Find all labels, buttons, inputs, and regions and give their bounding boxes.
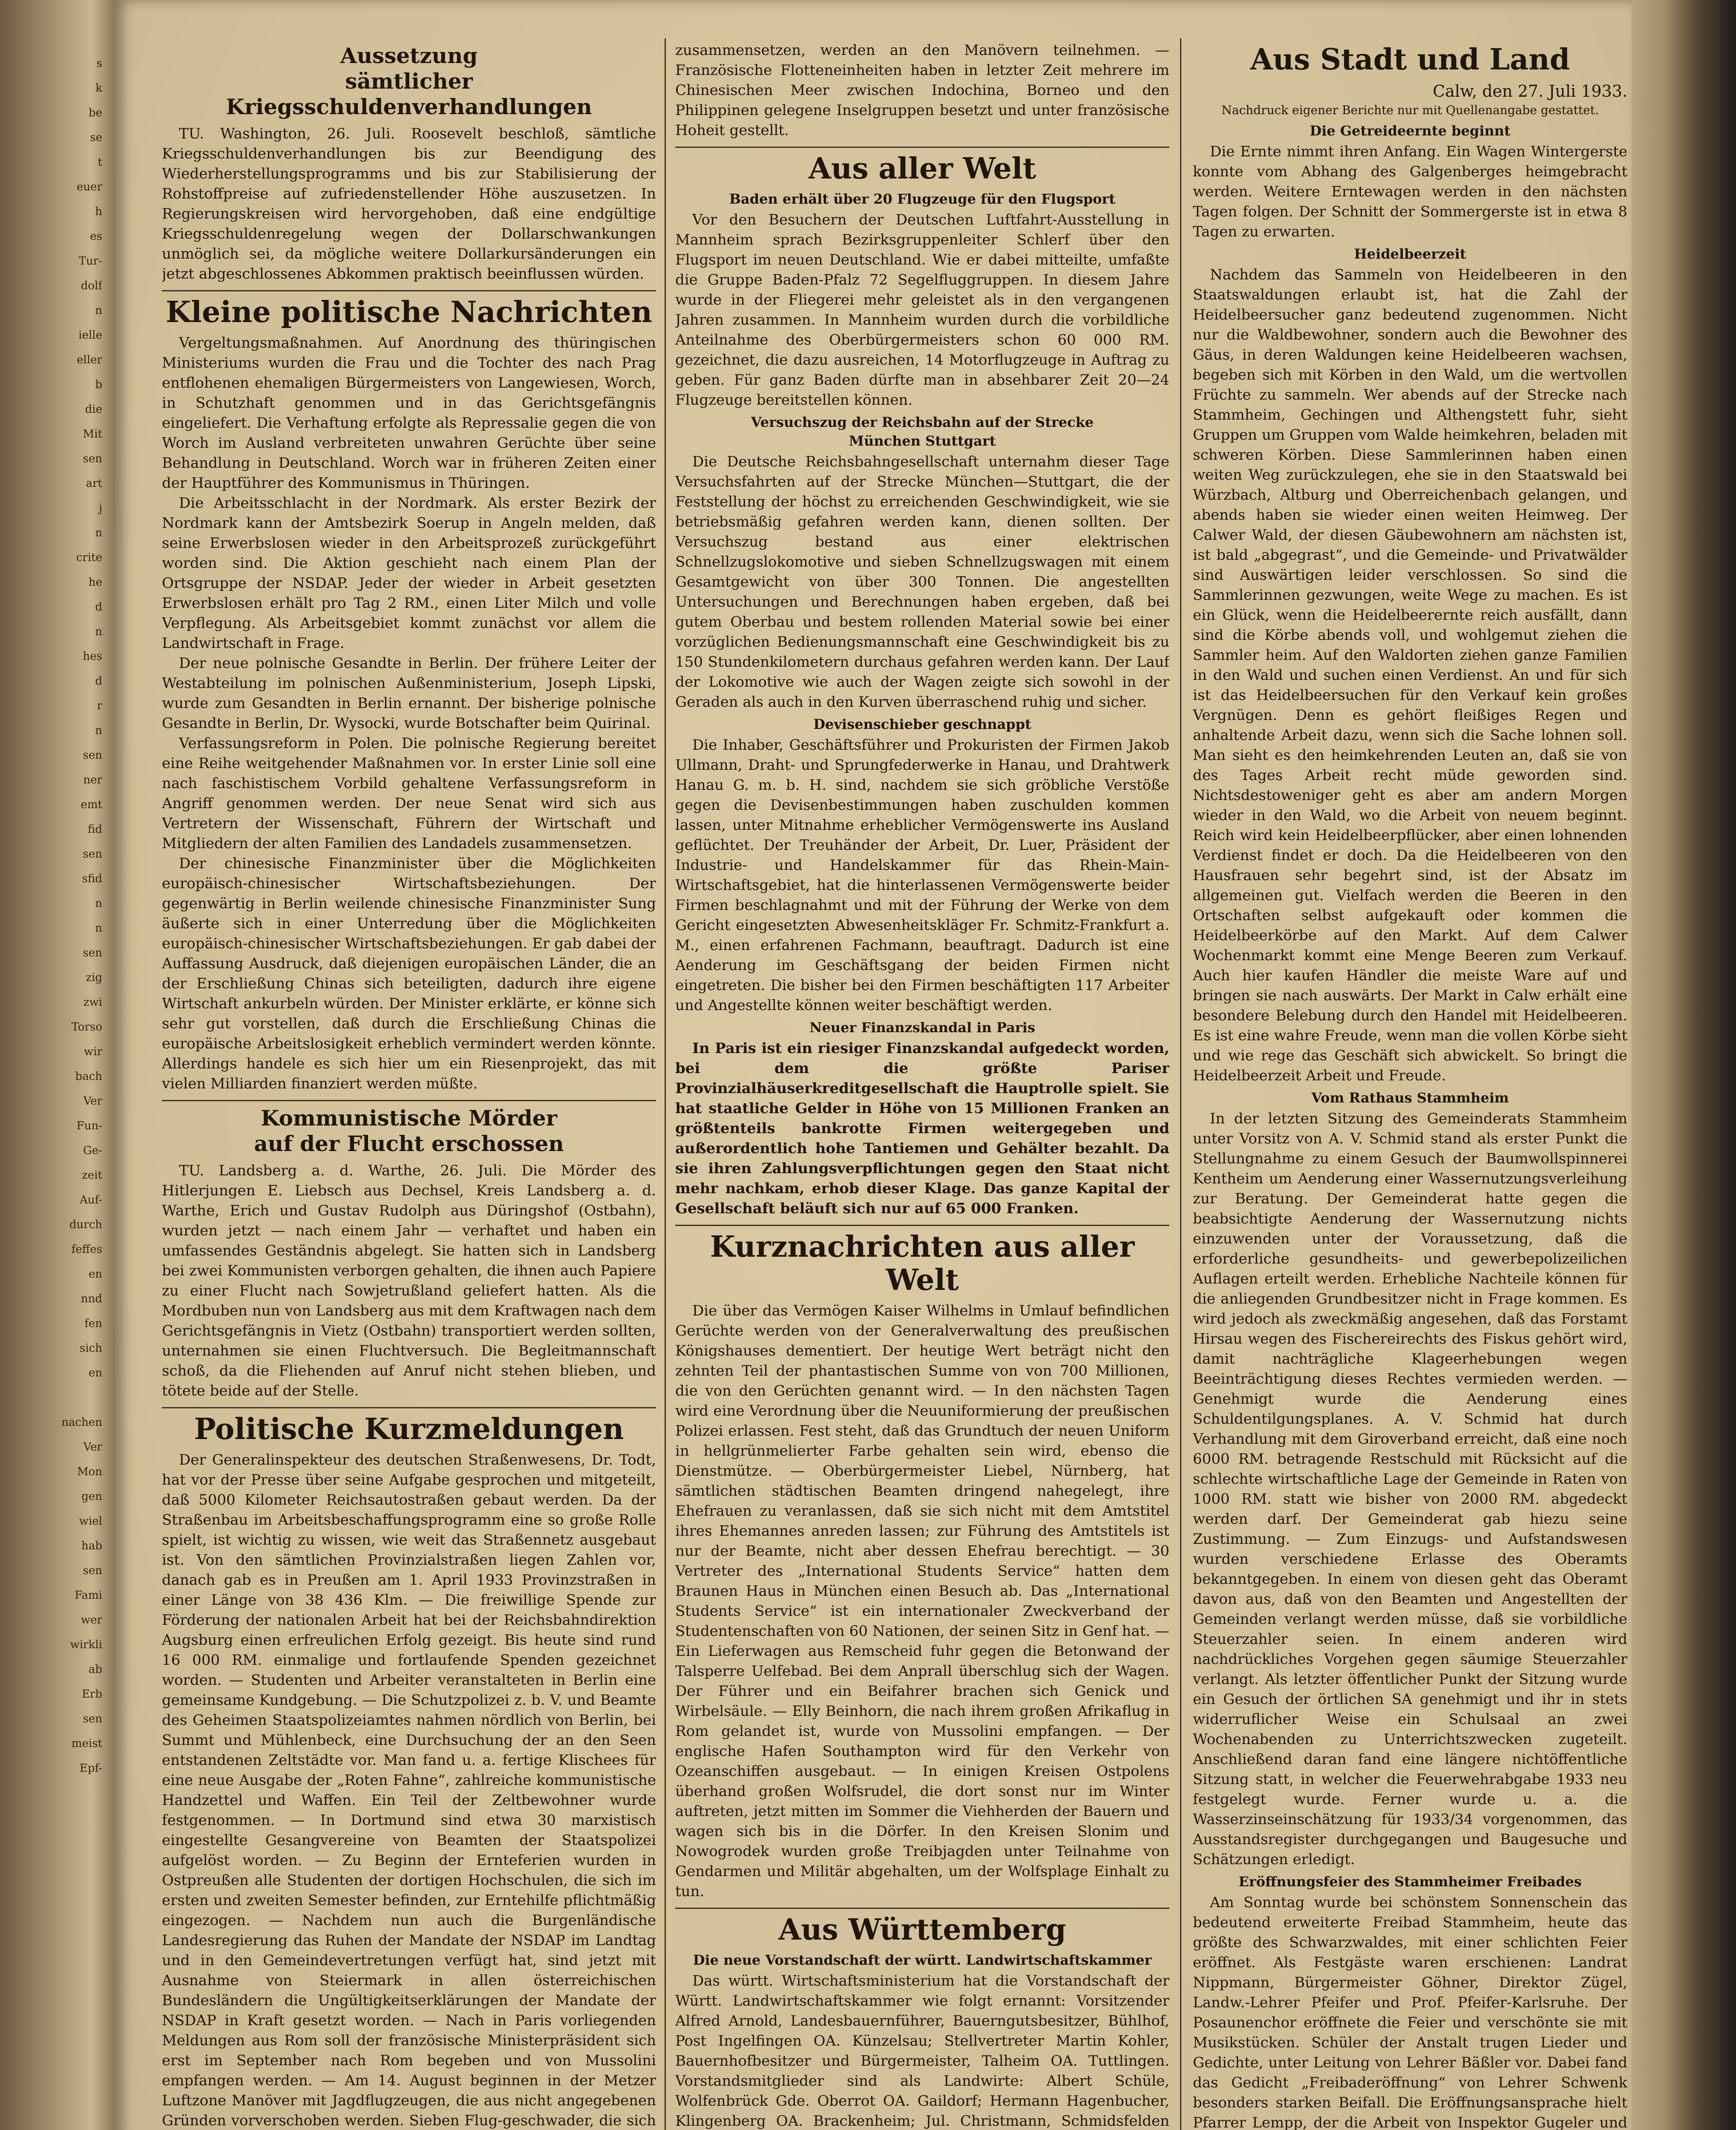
article-politische-kurzmeldungen: [162, 1413, 656, 2130]
heading-line: Versuchszug der Reichsbahn auf der Strecke: [751, 414, 1094, 430]
article-paragraph: Der neue polnische Gesandte in Berlin. Der frühere Leiter der Westabteilung im polnischen Außenministerium, Joseph Lipski, wurde zum Gesandten in Berlin ernannt. Der bisherige polnische Gesandte in Berlin, Dr. Wysocki, wurde Botschafter beim Quirinal.: [162, 655, 656, 732]
adjacent-page-fragments: s k be se t euer h es Tur- dolf n ielle eller b die Mit sen art j n crite he d n hes d r n sen ner emt fid sen sfid n n sen zig zwi Torso wir bach Ver Fun- Ge- zeit Auf- durch feffes en nnd fen sich en nachen Ver Mon gen wiel hab sen Fami wer wirkli ab Erb sen meist Epf-: [61, 57, 102, 1775]
column-rule: [665, 38, 666, 2130]
title-line: sämtlicher Kriegsschuldenverhandlungen: [226, 69, 592, 119]
article-title: [162, 1105, 656, 1157]
section-heading: [675, 413, 1169, 450]
section-heading: Die neue Vorstandschaft der württ. Landwirtschaftskammer: [693, 1952, 1152, 1968]
section-heading: Devisenschieber geschnappt: [813, 716, 1031, 732]
article-title: [162, 43, 656, 120]
page-edge: [1632, 0, 1736, 2130]
article-paragraph: Vergeltungsmaßnahmen. Auf Anordnung des thüringischen Ministeriums wurden die Frau und die Tochter des nach Prag entflohenen ehemaligen Bürgermeisters von Langewiesen, Worch, in Schutzhaft genommen und in das Gerichtsgefängnis eingeliefert. Die Verhaftung erfolgte als Repressalie gegen die von Worch im Ausland verbreiteten unwahren Gerüchte über seine Behandlung in Deutschland. Worch war in früheren Zeiten einer der Hauptführer des Kommunismus in Thüringen.: [162, 334, 656, 492]
section-heading: Baden erhält über 20 Flugzeuge für den Flugsport: [729, 191, 1116, 207]
article-paragraph: Verfassungsreform in Polen. Die polnische Regierung bereitet eine Reihe weitgehender Maßnahmen vor. In erster Linie soll eine nach faschistischem Vorbild gehaltene Verfassungsreform in Angriff genommen werden. Der neue Senat wird sich aus Vertretern der Wissenschaft, Führern der Wirtschaft und Mitgliedern der alten Familien des Landadels zusammensetzen.: [162, 735, 656, 852]
article-kriegsschulden: [162, 43, 656, 284]
section-heading: Neuer Finanzskandal in Paris: [809, 1019, 1035, 1036]
article-aus-aller-welt: [675, 152, 1169, 1219]
article-continuation: zusammensetzen, werden an den Manövern teilnehmen. — Französische Flotteneinheiten haben in letzter Zeit mehrere im Chinesischen Meer zwischen Indochina, Borneo und den Philippinen gelegene Inselgruppen besetzt und unter französische Hoheit gestellt.: [675, 42, 1169, 139]
article-title: Kurznachrichten aus aller Welt: [710, 1230, 1135, 1297]
title-line: Aussetzung: [340, 43, 478, 68]
article-paragraph: Vor den Besuchern der Deutschen Luftfahrt-Ausstellung in Mannheim sprach Bezirksgruppenleiter Schlerf über den Flugsport im neuen Deutschland. Wie er dabei mitteilte, umfaßte die Gruppe Baden-Pfalz 72 Segelfluggruppen. In diesem Jahre wurde in der Fliegerei mehr geleistet als in den vergangenen Jahren zusammen. In Mannheim wurden durch die vorbildliche Anteilnahme des Oberbürgermeisters schon 60 000 RM. gezeichnet, die dazu ausreichen, 14 Motorflugzeuge in Auftrag zu geben. Für ganz Baden dürfte man in absehbarer Zeit 20—24 Flugzeuge bereitstellen können.: [675, 211, 1169, 409]
article-paragraph: Am Sonntag wurde bei schönstem Sonnenschein das bedeutend erweiterte Freibad Stammheim, heute das größte des Schwarzwaldes, mit einer schlichten Feier eröffnet. Als Festgäste waren erschienen: Landrat Nippmann, Bürgermeister Göhner, Direktor Zügel, Landw.-Lehrer Pfeifer und Prof. Pfeifer-Karlsruhe. Der Posaunenchor eröffnete die Feier und verschönte sie mit Musikstücken. Schüler der Anstalt trugen Lieder und Gedichte, unter Leitung von Lehrer Bäßler vor. Dabei fand das Gedicht „Freibaderöffnung“ von Lehrer Schwenk besonders starken Beifall. Die Eröffnungsansprache hielt Pfarrer Lempp, der die Arbeit von Inspektor Gugeler und: [1193, 1894, 1627, 2130]
article-paragraph: Die Ernte nimmt ihren Anfang. Ein Wagen Wintergerste konnte vom Abhang des Galgenberges heimgebracht werden. Weitere Erntewagen werden in den nächsten Tagen folgen. Der Schnitt der Sommergerste ist in etwa 8 Tagen zu erwarten.: [1193, 143, 1627, 240]
section-heading: Heidelbeerzeit: [1354, 246, 1466, 262]
divider: [675, 1225, 1169, 1226]
article-kommunistische-moerder: [162, 1105, 656, 1401]
article-title: Kleine politische Nachrichten: [166, 295, 652, 329]
newspaper-page: [115, 0, 1632, 2130]
section-heading: Die Getreideernte beginnt: [1310, 123, 1511, 139]
article-kleine-nachrichten: [162, 296, 656, 1094]
divider: [675, 1908, 1169, 1909]
divider: [675, 147, 1169, 148]
article-paragraph: Der chinesische Finanzminister über die Möglichkeiten europäisch-chinesischer Wirtschaftsbeziehungen. Der gegenwärtig in Berlin weilende chinesische Finanzminister Sung äußerte sich in einer Unterredung über die Möglichkeiten europäisch-chinesischer Wirtschaftsbeziehungen. Er gab dabei der Auffassung Ausdruck, daß diejenigen europäischen Länder, die an der Erschließung Chinas sich beteiligten, dadurch ihre eigene Wirtschaft ankurbeln würden. Der Minister erklärte, er könne sich sehr gut vorstellen, daß durch die Erschließung Chinas die europäische Arbeitslosigkeit erheblich vermindert werden könnte. Allerdings handele es sich hier um ein Riesenprojekt, das mit vielen Milliarden finanziert werden müßte.: [162, 855, 656, 1092]
column-rule: [1180, 38, 1181, 2130]
article-body: Der Generalinspekteur des deutschen Straßenwesens, Dr. Todt, hat vor der Presse über seine Aufgabe gesprochen und mitgeteilt, daß 5000 Kilometer Reichsautostraßen gebaut werden. Da der Straßenbau im Arbeitsbeschaffungsprogramm eine so große Rolle spielt, ist wichtig zu wissen, wie weit das Straßennetz ausgebaut ist. Von den sämtlichen Provinzialstraßen liegen Zahlen vor, danach gab es in Preußen am 1. April 1933 Provinzstraßen in einer Länge von 38 436 Klm. — Die freiwillige Spende zur Förderung der nationalen Arbeit hat bei der Reichsbahndirektion Augsburg einen erfreulichen Erfolg gezeigt. Bis heute sind rund 16 000 RM. einmalige und fortlaufende Spenden gezeichnet worden. — Studenten und Arbeiter veranstalteten in Berlin eine gemeinsame Kundgebung. — Die Schutzpolizei z. b. V. und Beamte des Geheimen Staatspolizeiamtes nahmen nördlich von Berlin, bei Summt und Mühlenbeck, eine Durchsuchung der an den Seen entstandenen Zeltstädte vor. Man fand u. a. fertige Klischees für eine neue Ausgabe der „Roten Fahne“, zahlreiche kommunistische Handzettel und Waffen. Ein Teil der Zeltbewohner wurde festgenommen. — In Dortmund sind etwa 30 marxistisch eingestellte Gesangvereine von Beamten der Staatspolizei aufgelöst worden. — Zu Beginn der Ernteferien wurden in Ostpreußen alle Studenten der dortigen Hochschulen, die sich im ersten und zweiten Semester befinden, zur Erntehilfe pflichtmäßig eingezogen. — Nachdem nun auch die Burgenländische Landesregierung das Ruhen der Mandate der NSDAP im Landtag und in den Gemeindevertretungen verfügt hat, sind jetzt mit Ausnahme von Steiermark in allen österreichischen Bundesländern die Ungültigkeitserklärungen der Mandate der NSDAP in Kraft gesetzt worden. — Nach in Paris vorliegenden Meldungen aus Rom soll der französische Ministerpräsident sich erst im September nach Rom begeben und von Mussolini empfangen werden. — Am 14. August beginnen in der Metzer Luftzone Manöver mit Jagdflugzeugen, die aus nicht angegebenen Gründen vorverschoben werden. Sieben Flug-geschwader, die sich: [162, 1451, 656, 2129]
section-heading: Eröffnungsfeier des Stammheimer Freibades: [1238, 1874, 1582, 1890]
article-title: Aus aller Welt: [809, 152, 1036, 186]
divider: [162, 1407, 656, 1408]
divider: [162, 290, 656, 291]
article-title: Aus Württemberg: [778, 1913, 1066, 1947]
column-2: [675, 40, 1169, 2130]
article-body: Die über das Vermögen Kaiser Wilhelms in Umlauf befindlichen Gerüchte werden von der Generalverwaltung des preußischen Königshauses dementiert. Der heutige Wert beträgt nicht den zehnten Teil der phantastischen Summe von von 700 Millionen, die von den Gerüchten genannt wird. — In den nächsten Tagen wird eine Verordnung über die Neuuniformierung der preußischen Polizei erlassen. Fest steht, daß das Grundtuch der neuen Uniform in hellgrünmelierter Farbe gehalten sein wird, ebenso die Dienstmütze. — Oberbürgermeister Liebel, Nürnberg, hat sämtlichen städtischen Beamten dringend nahegelegt, ihre Ehefrauen zu veranlassen, daß sie sich nicht mit dem Amtstitel ihres Ehemannes anreden lassen; zur Führung des Amtstitels ist nur der Beamte, nicht aber dessen Ehefrau berechtigt. — 30 Vertreter des „International Students Service“ hatten dem Braunen Haus in München einen Besuch ab. Das „International Students Service“ ist ein internationaler Zweckverband der Studentenschaften von 60 Nationen, der seinen Sitz in Genf hat. — Ein Lieferwagen aus Remscheid fuhr gegen die Betonwand der Talsperre Uelfebad. Bei dem Anprall überschlug sich der Wagen. Der Führer und ein Beifahrer brachen sich Genick und Wirbelsäule. — Elly Beinhorn, die nach ihrem großen Afrikaflug in Rom gelandet ist, wurde von Mussolini empfangen. — Der englische Hafen Southampton wird für den Verkehr von Ozeanschiffen ausgebaut. — In einigen Kreisen Ostpolens überhand großen Wolfsrudel, die dort sonst nur im Winter auftreten, jetzt mitten im Sommer die Viehherden der Bauern und wagen sich bis in die Dörfer. In den Kreisen Slonim und Nowogrodek wurden große Treibjagden unter Teilnahme von Gendarmen und Militär abgehalten, um der Wolfsplage Einhalt zu tun.: [675, 1302, 1169, 1900]
article-aus-wuerttemberg: [675, 1913, 1169, 2130]
section-heading: Vom Rathaus Stammheim: [1311, 1090, 1509, 1106]
copyright-note: Nachdruck eigener Berichte nur mit Quellenangabe gestattet.: [1221, 103, 1599, 117]
article-kurznachrichten: [675, 1230, 1169, 1902]
article-title: Politische Kurzmeldungen: [194, 1412, 624, 1446]
article-paragraph: In der letzten Sitzung des Gemeinderats Stammheim unter Vorsitz von A. V. Schmid stand als erster Punkt die Stellungnahme zu einem Gesuch der Baumwollspinnerei Kentheim um Aenderung einer Wassernutzungsverleihung zur Beratung. Der Gemeinderat hatte gegen die beabsichtigte Aenderung der Wassernutzung nichts einzuwenden unter der Voraussetzung, daß die erforderliche gesundheits- und gewerbepolizeilichen Auflagen erteilt werden. Erhebliche Nachteile können für die anliegenden Grundbesitzer nicht in Frage kommen. Es wird jedoch als zweckmäßig angesehen, daß das Forstamt Hirsau wegen des Fischereirechts des Fiskus gehört wird, damit nachträgliche Klageerhebungen wegen Beeinträchtigung dieses Rechtes vermieden werden. — Genehmigt wurde die Aenderung eines Schuldentilgungsplanes. A. V. Schmid hat durch Verhandlung mit dem Giroverband erreicht, daß eine noch 6000 RM. betragende Restschuld mit Rücksicht auf die schlechte wirtschaftliche Lage der Gemeinde in Raten von 1000 RM. statt wie bisher von 2000 RM. abgedeckt werden darf. Der Gemeinderat gab hiezu seine Zustimmung. — Zum Einzugs- und Aufstandswesen wurden verschiedene Erlasse des Oberamts bekanntgegeben. In einem von diesen geht das Oberamt davon aus, daß von den Beamten und Angestellten der Gemeinden verlangt werden müsse, daß sie vorbildliche Steuerzahler seien. In einem anderen wird nachdrückliches Vorgehen gegen säumige Steuerzahler verlangt. Als letzter öffentlicher Punkt der Sitzung wurde ein Gesuch der örtlichen SA genehmigt und ihr in stets widerruflicher Weise ein Schulsaal an zwei Wochenabenden zu Unterrichtszwecken zugeteilt. Anschließend daran fand eine längere nichtöffentliche Sitzung statt, in welcher die Feuerwehrabgabe 1933 neu festgelegt wurde. Ferner wurde u. a. die Wasserzinseinschätzung für 1933/34 vorgenommen, das Ausstandsregister durchgegangen und Baugesuche und Schätzungen erledigt.: [1193, 1110, 1627, 1868]
book-spine: [0, 0, 115, 2130]
title-line: auf der Flucht erschossen: [254, 1131, 564, 1156]
article-paragraph: In Paris ist ein riesiger Finanzskandal aufgedeckt worden, bei dem die größte Pariser Provinzialhäuserkreditgesellschaft die Hauptrolle spielt. Sie hat staatliche Gelder in Höhe von 15 Millionen Franken an größtenteils bankrotte Firmen weitergegeben und außerordentlich hohe Tantiemen und Gehälter bezahlt. Da sie ihren Zahlungsverpflichtungen gegen den Staat nicht mehr nachkam, erhob dieser Klage. Das ganze Kapital der Gesellschaft beläuft sich nur auf 65 000 Franken.: [675, 1040, 1169, 1217]
column-3: [1193, 40, 1627, 2130]
section-title: Aus Stadt und Land: [1250, 43, 1570, 77]
article-paragraph: Die Arbeitsschlacht in der Nordmark. Als erster Bezirk der Nordmark kann der Amtsbezirk Soerup in Angeln melden, daß seine Erwerbslosen wieder in den Arbeitsprozeß zurückgeführt worden sind. Die Aktion geschieht nach einem Plan der Ortsgruppe der NSDAP. Jeder der wieder in Arbeit gesetzten Erwerbslosen erhält pro Tag 2 RM., einen Liter Milch und volle Verpflegung. Als Arbeitsgebiet kommt zunächst vor allem die Landwirtschaft in Frage.: [162, 495, 656, 652]
article-paragraph: Die Inhaber, Geschäftsführer und Prokuristen der Firmen Jakob Ullmann, Draht- und Sprungfederwerke in Hanau, und Drahtwerk Hanau G. m. b. H. sind, nachdem sie sich gröbliche Verstöße gegen die Devisenbestimmungen haben zuschulden kommen lassen, unter Mitnahme erheblicher Vermögenswerte ins Ausland geflüchtet. Der Treuhänder der Arbeit, Dr. Luer, Präsident der Industrie- und Handelskammer für das Rhein-Main-Wirtschaftsgebiet, hat die hinterlassenen Vermögenswerte beider Firmen beschlagnahmt und mit der Führung der Werke von dem Gericht eingesetzten Abwesenheitskläger Fr. Schmitz-Frankfurt a. M., einen erfahrenen Fachmann, beauftragt. Dadurch ist eine Aenderung im Geschäftsgang der beiden Firmen nicht eingetreten. Die bisher bei den Firmen beschäftigten 117 Arbeiter und Angestellte können weiter beschäftigt werden.: [675, 737, 1169, 1014]
article-body: TU. Washington, 26. Juli. Roosevelt beschloß, sämtliche Kriegsschuldenverhandlungen bis zur Beendigung des Wiederherstellungsprogramms und bis zur Stabilisierung der Rohstoffpreise auf zufriedenstellender Höhe auszusetzen. In Regierungskreisen wird hervorgehoben, daß eine endgültige Kriegsschuldenregelung wegen der Dollarschwankungen unmöglich sei, da mögliche weitere Dollarkursänderungen ein jetzt abgeschlossenes Abkommen praktisch beeinflussen würden.: [162, 125, 656, 282]
dateline: Calw, den 27. Juli 1933.: [1433, 82, 1627, 101]
heading-line: München Stuttgart: [849, 433, 996, 449]
column-1: [162, 40, 656, 2130]
article-paragraph: Die Deutsche Reichsbahngesellschaft unternahm dieser Tage Versuchsfahrten auf der Strecke München—Stuttgart, die der Feststellung der höchst zu erreichenden Geschwindigkeit, wie sie betriebsmäßig gefahren werden kann, dienen sollten. Der Versuchszug bestand aus einer elektrischen Schnellzugslokomotive und sieben Schnellzugswagen mit einem Gesamtgewicht von über 300 Tonnen. Die angestellten Untersuchungen und Berechnungen haben ergeben, daß bei gutem Oberbau und bestem rollenden Material sowie bei einer vorzüglichen Bedienungsmannschaft eine Geschwindigkeit bis zu 150 Stundenkilometern durchaus gefahren werden kann. Der Lauf der Lokomotive wie auch der Wagen zeigte sich sowohl in der Geraden als auch in den Kurven überraschend ruhig und sicher.: [675, 453, 1169, 711]
title-line: Kommunistische Mörder: [261, 1105, 557, 1131]
article-body: TU. Landsberg a. d. Warthe, 26. Juli. Die Mörder des Hitlerjungen E. Liebsch aus Dechsel, Kreis Landsberg a. d. Warthe, Erich und Gustav Rudolph aus Düringshof (Ostbahn), wurden jetzt — nach einem Jahr — verhaftet und haben ein umfassendes Geständnis abgelegt. Sie hatten sich in Landsberg bei zwei Kommunisten verborgen gehalten, die ihnen auch Papiere zu einer Flucht nach Sowjetrußland geliefert hatten. Als die Mordbuben nun von Landsberg aus mit dem Kraftwagen nach dem Gerichtsgefängnis in Vietz (Ostbahn) transportiert werden sollten, unternahmen sie einen Fluchtversuch. Die Begleitmannschaft schoß, da die Fliehenden auf Anruf nicht stehen blieben, und tötete beide auf der Stelle.: [162, 1162, 656, 1399]
divider: [162, 1100, 656, 1101]
article-paragraph: Nachdem das Sammeln von Heidelbeeren in den Staatswaldungen erlaubt ist, hat die Zahl der Heidelbeersucher ganz bedeutend zugenommen. Nicht nur die Waldbewohner, sondern auch die Bewohner des Gäus, in deren Waldungen keine Heidelbeeren wachsen, begeben sich mit Körben in den Wald, um die wertvollen Früchte zu sammeln. Wer abends auf der Strecke nach Stammheim, Gechingen und Althengstett fuhr, sieht Gruppen um Gruppen vom Walde heimkehren, beladen mit schweren Körben. Diese Sammlerinnen haben einen weiten Weg zurückzulegen, ehe sie in den Staatswald bei Würzbach, Altburg und Oberreichenbach gelangen, und abends haben sie wieder einen weiten Heimweg. Der Calwer Wald, der diesen Gäubewohnern am nächsten ist, ist bald „abgegrast“, und die Gemeinde- und Privatwälder sind Auswärtigen leider verschlossen. So sind die Sammlerinnen gezwungen, weite Wege zu machen. Es ist ein Glück, wenn die Heidelbeerernte reich ausfällt, dann sind die Körbe abends voll, und wohlgemut ziehen die Sammler heim. Auf den Waldorten ziehen ganze Familien in den Wald und suchen einen Verdienst. An und für sich ist das Heidelbeersuchen für den Verkauf kein großes Vergnügen. Denn es gehört fleißiges Regen und anhaltende Arbeit dazu, wenn sich die Sache lohnen soll. Man sieht es den heimkehrenden Leuten an, daß sie von des Tages Arbeit recht müde geworden sind. Nichtsdestoweniger geht es aber am andern Morgen wieder in den Wald, wo die Arbeit von neuem beginnt. Reich wird kein Heidelbeerpflücker, aber einen lohnenden Verdienst findet er doch. Da die Heidelbeeren von den Hausfrauen sehr begehrt sind, ist der Absatz im allgemeinen gut. Vielfach werden die Beeren in den Ortschaften selbst aufgekauft oder kommen die Heidelbeerkörbe auf den Markt. Auf dem Calwer Wochenmarkt kommt eine Menge Beeren zum Verkauf. Auch hier kaufen Händler die meiste Ware auf und bringen sie nach auswärts. Der Markt in Calw erhält eine besondere Belebung durch den Handel mit Heidelbeeren. Es ist eine wahre Freude, wenn man die vollen Körbe sieht und wie rege das Geschäft sich abwickelt. So bringt die Heidelbeerzeit Arbeit und Freude.: [1193, 266, 1627, 1084]
article-body: Das württ. Wirtschaftsministerium hat die Vorstandschaft der Württ. Landwirtschaftskammer wie folgt ernannt: Vorsitzender Alfred Arnold, Landesbauernführer, Bauerngutsbesitzer, Bühlhof, Post Ingelfingen OA. Künzelsau; Stellvertreter Martin Kohler, Bauernhofbesitzer und Bürgermeister, Talheim OA. Tuttlingen. Vorstandsmitglieder sind als Landwirte: Albert Schüle, Wolfenbrück Gde. Oberrot OA. Gaildorf; Hermann Hagenbucher, Klingenberg OA. Brackenheim; Jul. Christmann, Schmidsfelden: [675, 1972, 1169, 2130]
